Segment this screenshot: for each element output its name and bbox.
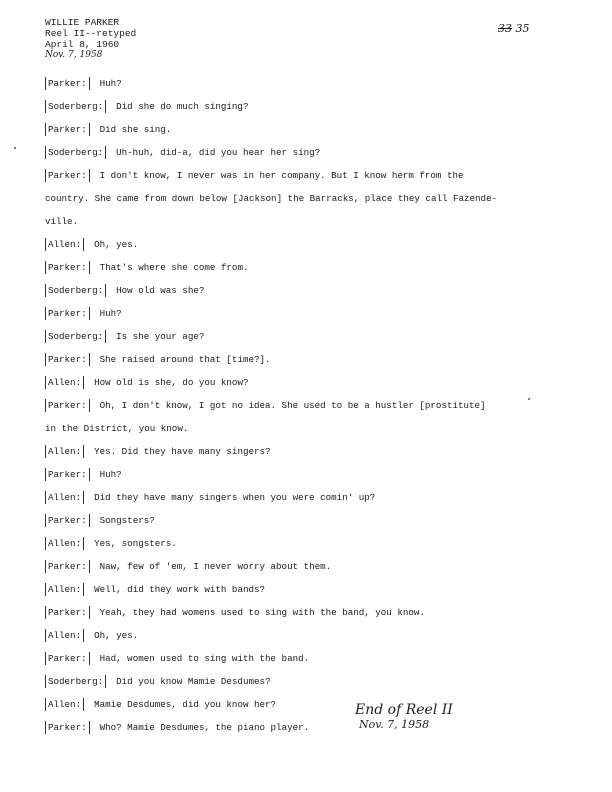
transcript-line [45, 601, 565, 624]
transcript-turn [45, 486, 565, 509]
transcript-line [45, 95, 565, 118]
speaker-label: Allen: [45, 238, 84, 251]
transcript-line [45, 256, 565, 279]
utterance-text: That's where she come from. [99, 262, 249, 273]
transcript-line [45, 118, 565, 141]
transcript-line [45, 187, 565, 210]
speaker-label: Parker: [45, 353, 90, 366]
current-page-number: 35 [515, 22, 530, 35]
utterance-text: Did you know Mamie Desdumes? [116, 676, 271, 687]
utterance-text: Huh? [99, 469, 122, 480]
utterance-text: Huh? [99, 308, 122, 319]
transcript-body [45, 72, 565, 739]
transcript-line [45, 141, 565, 164]
document-header [45, 17, 136, 61]
transcript-line [45, 647, 565, 670]
utterance-text: Huh? [99, 78, 122, 89]
transcript-line [45, 72, 565, 95]
speaker-label: Allen: [45, 491, 84, 504]
transcript-line [45, 463, 565, 486]
utterance-text: Uh-huh, did-a, did you hear her sing? [116, 147, 321, 158]
transcript-turn [45, 348, 565, 371]
speaker-label: Allen: [45, 629, 84, 642]
speaker-label: Parker: [45, 77, 90, 90]
page-number [498, 22, 530, 35]
speaker-label: Parker: [45, 560, 90, 573]
transcript-line [45, 716, 565, 739]
transcript-line [45, 417, 565, 440]
transcript-line [45, 371, 565, 394]
utterance-text: country. She came from down below [Jackson] the Barracks, place they call Fazende- [45, 193, 498, 204]
utterance-text: How old is she, do you know? [94, 377, 249, 388]
transcript-line [45, 486, 565, 509]
speaker-label: Allen: [45, 698, 84, 711]
utterance-text: Did they have many singers when you were comin' up? [94, 492, 376, 503]
utterance-text: Did she do much singing? [116, 101, 249, 112]
utterance-text: Had, women used to sing with the band. [99, 653, 310, 664]
transcript-turn [45, 440, 565, 463]
transcript-turn [45, 555, 565, 578]
speaker-label: Allen: [45, 445, 84, 458]
transcript-line [45, 532, 565, 555]
interviewee-name: WILLIE PARKER [45, 17, 120, 28]
scan-speck [528, 398, 530, 400]
handwritten-end-note [355, 702, 453, 731]
transcript-line [45, 624, 565, 647]
utterance-text: Mamie Desdumes, did you know her? [94, 699, 277, 710]
transcript-turn [45, 72, 565, 95]
transcript-turn [45, 670, 565, 693]
speaker-label: Soderberg: [45, 284, 106, 297]
utterance-text: Naw, few of 'em, I never worry about them. [99, 561, 332, 572]
transcript-turn [45, 279, 565, 302]
transcript-turn [45, 233, 565, 256]
speaker-label: Parker: [45, 261, 90, 274]
utterance-text: She raised around that [time?]. [99, 354, 271, 365]
transcript-turn [45, 394, 565, 440]
struck-page-number: 33 [498, 22, 512, 35]
transcript-line [45, 348, 565, 371]
transcript-turn [45, 371, 565, 394]
transcript-line [45, 555, 565, 578]
utterance-text: Yeah, they had womens used to sing with the band, you know. [99, 607, 425, 618]
transcript-line [45, 440, 565, 463]
transcript-line [45, 394, 565, 417]
transcript-turn [45, 118, 565, 141]
utterance-text: Yes. Did they have many singers? [94, 446, 271, 457]
transcript-line [45, 210, 565, 233]
transcript-turn [45, 141, 565, 164]
utterance-text: Oh, I don't know, I got no idea. She used to be a hustler [prostitute] [99, 400, 486, 411]
speaker-label: Parker: [45, 399, 90, 412]
utterance-text: Is she your age? [116, 331, 205, 342]
transcript-turn [45, 624, 565, 647]
transcript-turn [45, 693, 565, 716]
transcript-turn [45, 95, 565, 118]
utterance-text: Yes, songsters. [94, 538, 177, 549]
transcript-turn [45, 647, 565, 670]
transcript-turn [45, 509, 565, 532]
utterance-text: Did she sing. [99, 124, 172, 135]
transcript-turn [45, 578, 565, 601]
transcript-line [45, 279, 565, 302]
speaker-label: Allen: [45, 583, 84, 596]
speaker-label: Parker: [45, 468, 90, 481]
utterance-text: Well, did they work with bands? [94, 584, 266, 595]
speaker-label: Parker: [45, 606, 90, 619]
transcript-turn [45, 325, 565, 348]
transcript-line [45, 509, 565, 532]
speaker-label: Soderberg: [45, 330, 106, 343]
speaker-label: Parker: [45, 652, 90, 665]
transcript-turn [45, 302, 565, 325]
utterance-text: Songsters? [99, 515, 155, 526]
transcript-turn [45, 601, 565, 624]
speaker-label: Soderberg: [45, 146, 106, 159]
end-of-reel-note: End of Reel II [355, 702, 453, 718]
utterance-text: ville. [45, 216, 79, 227]
transcript-line [45, 302, 565, 325]
transcript-line [45, 670, 565, 693]
transcript-turn [45, 463, 565, 486]
speaker-label: Soderberg: [45, 675, 106, 688]
reel-label: Reel II--retyped [45, 28, 137, 39]
utterance-text: Oh, yes. [94, 630, 139, 641]
transcript-line [45, 325, 565, 348]
handwritten-date: Nov. 7, 1958 [45, 50, 103, 60]
typed-date: April 8, 1960 [45, 39, 120, 50]
speaker-label: Parker: [45, 514, 90, 527]
utterance-text: I don't know, I never was in her company. But I know herm from the [99, 170, 464, 181]
speaker-label: Soderberg: [45, 100, 106, 113]
transcript-turn [45, 164, 565, 233]
speaker-label: Parker: [45, 307, 90, 320]
utterance-text: Who? Mamie Desdumes, the piano player. [99, 722, 310, 733]
speaker-label: Allen: [45, 376, 84, 389]
transcript-turn [45, 716, 565, 739]
transcript-turn [45, 256, 565, 279]
speaker-label: Parker: [45, 123, 90, 136]
end-note-date: Nov. 7, 1958 [359, 718, 430, 731]
speaker-label: Parker: [45, 721, 90, 734]
utterance-text: in the District, you know. [45, 423, 189, 434]
utterance-text: How old was she? [116, 285, 205, 296]
speaker-label: Allen: [45, 537, 84, 550]
transcript-line [45, 693, 565, 716]
speaker-label: Parker: [45, 169, 90, 182]
scan-speck [14, 147, 16, 149]
transcript-line [45, 578, 565, 601]
transcript-line [45, 164, 565, 187]
transcript-turn [45, 532, 565, 555]
utterance-text: Oh, yes. [94, 239, 139, 250]
transcript-line [45, 233, 565, 256]
